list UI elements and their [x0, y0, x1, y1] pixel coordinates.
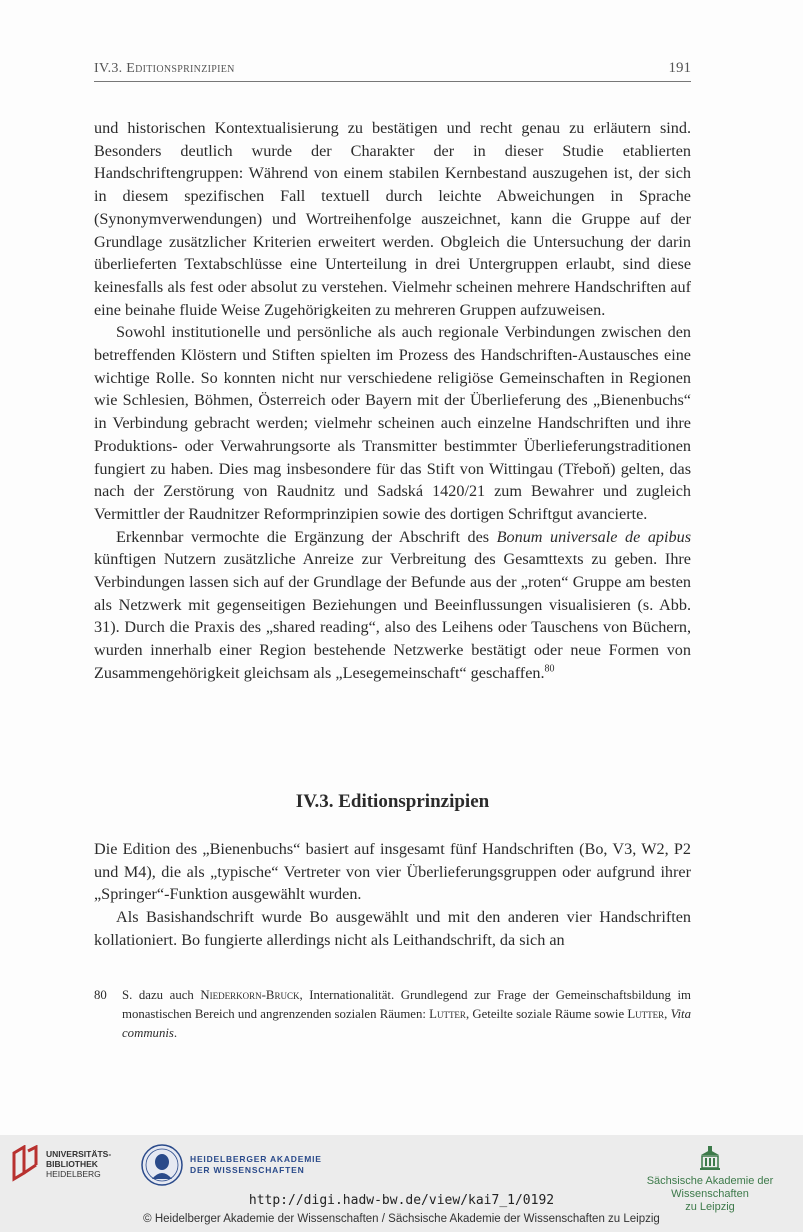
saw-line-1: Sächsische Akademie der Wissenschaften — [646, 1175, 774, 1200]
section-paragraph-2: Als Basishandschrift wurde Bo ausgewählt und mit den anderen vier Handschriften kollationiert. Bo fungierte allerdings nicht als Leithandschrift, da sich an — [94, 908, 691, 949]
footnote-number: 80 — [94, 988, 107, 1002]
running-head — [94, 60, 691, 82]
hadw-logo[interactable] — [140, 1143, 322, 1187]
section-text — [94, 838, 691, 952]
footnote — [94, 986, 691, 1043]
work-title: Bonum universale de apibus — [496, 527, 691, 546]
body-text — [94, 117, 691, 685]
hadw-line-2: DER WISSENSCHAFTEN — [190, 1165, 305, 1175]
ub-heidelberg-logo[interactable] — [10, 1145, 111, 1183]
saw-line-2: zu Leipzig — [685, 1201, 735, 1213]
ub-line-2: BIBLIOTHEK — [46, 1159, 98, 1169]
section-heading: IV.3. Editionsprinzipien — [295, 791, 490, 812]
saw-building-icon — [699, 1145, 721, 1171]
footnote-text: S. dazu auch Niederkorn-Bruck, Internationalität. Grundlegend zur Frage der Gemeinschaftsbildung im monastischen Bereich und angrenzenden sozialen Räumen: Lutter, Geteilte soziale Räume sowie Lutter, Vita communis. — [122, 988, 691, 1040]
running-head-title: IV.3. Editionsprinzipien — [94, 61, 235, 76]
paragraph-3: Erkennbar vermochte die Ergänzung der Abschrift des Bonum universale de apibus künftigen Nutzern zusätzliche Anreize zur Verbreitung des Gesamttexts zu geben. Ihre Verbindungen lassen sich auf der Grundlage der Befunde aus der „roten“ Gruppe am besten als Netzwerk mit gegenseitigen Beziehungen und Beeinflussungen visualisieren (s. Abb. 31). Durch die Praxis des „shared reading“, also des Leihens oder Tauschens von Büchern, wurden innerhalb einer Region bestehende Netzwerke bestätigt oder neue Formen von Zusammengehörigkeit gleichsam als „Lesegemeinschaft“ geschaffen.$^{80}$ — [94, 527, 691, 682]
hadw-seal-icon — [140, 1143, 184, 1187]
ub-line-1: UNIVERSITÄTS- — [46, 1149, 112, 1159]
paragraph-2: Sowohl institutionelle und persönliche als auch regionale Verbindungen zwischen den betreffenden Klöstern und Stiften spielten im Prozess des Handschriften-Austausches eine wichtige Rolle. So konnten nicht nur verschiedene religiöse Gemeinschaften in Regionen wie Schlesien, Böhmen, Österreich oder Bayern mit der Überlieferung des „Bienenbuchs“ in Verbindung gebracht werden; vielmehr scheinen auch einzelne Handschriften und ihre Produktions- oder Verwahrungsorte als Transmitter bestimmter Überlieferungstraditionen fungiert zu haben. Dies mag insbesondere für das Stift von Wittingau (Třeboň) gelten, das nach der Zerstörung von Raudnitz und Sadská 1420/21 zum Bewahrer und zugleich Vermittler der Raudnitzer Reformprinzipien sowie des dortigen Schriftgut avancierte. — [94, 323, 691, 523]
permalink-url[interactable]: http://digi.hadw-bw.de/view/kai7_1/0192 — [248, 1193, 555, 1208]
ub-line-3: HEIDELBERG — [46, 1169, 101, 1179]
ub-book-icon — [10, 1145, 40, 1183]
section-paragraph-1: Die Edition des „Bienenbuchs“ basiert auf insgesamt fünf Handschriften (Bo, V3, W2, P2 und M4), die als „typische“ Vertreter von vier Überlieferungsgruppen oder aufgrund ihrer „Springer“-Funktion ausgewählt wurden. — [94, 840, 691, 904]
page-number: 191 — [668, 60, 691, 76]
hadw-line-1: HEIDELBERGER AKADEMIE — [190, 1154, 322, 1164]
paragraph-1: und historischen Kontextualisierung zu bestätigen und recht genau zu erläutern sind. Besonders deutlich wurde der Charakter der in dieser Studie etablierten Handschriftengruppen: Während von einem stabilen Kernbestand auszugehen ist, der sich in diesem spezifischen Fall textuell durch leichte Abweichungen in Sprache (Synonymverwendungen) und Wortreihenfolge auszeichnet, kann die Gruppe auf der Grundlage zusätzlicher Kriterien erweitert werden. Obgleich die Untersuchung der darin überlieferten Textabschlüsse eine Unterteilung in drei Untergruppen erlaubt, sind diese keinesfalls als fest oder absolut zu verstehen. Vielmehr scheinen mehrere Handschriften auf eine beinahe fluide Weise Zugehörigkeiten zu mehreren Gruppen aufzuweisen. — [94, 119, 691, 319]
copyright-notice: © Heidelberger Akademie der Wissenschaften / Sächsische Akademie der Wissenschaften zu Leipzig — [143, 1213, 660, 1225]
footnote-ref[interactable]: 80 — [544, 663, 555, 675]
